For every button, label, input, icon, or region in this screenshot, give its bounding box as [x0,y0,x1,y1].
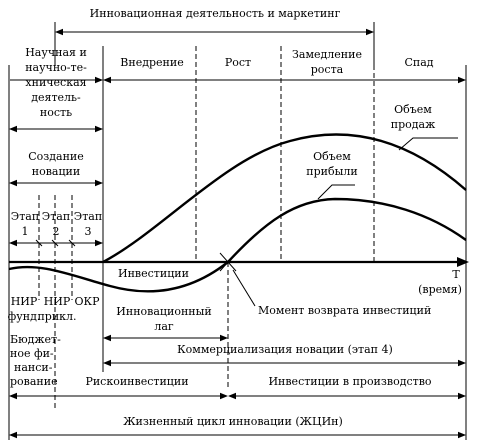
sales-label-line1: Объем [394,103,432,116]
phase-decline-label: Спад [404,56,434,69]
stage2-label: Этап [41,210,71,223]
budget-line2: ное фи- [10,347,54,360]
lag-line1: Инновационный [116,305,212,318]
payback-pointer-line [233,270,255,306]
phase-science-line2: научно-те- [25,61,87,74]
time-axis-sublabel: (время) [418,283,462,296]
top-span-label: Инновационная деятельность и маркетинг [89,7,341,20]
time-axis-arrowhead [457,257,469,267]
okr-label: ОКР [74,295,100,308]
production-investments-label: Инвестиции в производство [268,375,432,388]
nir-appl-line1: НИР [43,295,71,308]
investments-label: Инвестиции [118,267,189,280]
nir-fund-line2: фунд. [7,310,41,323]
phase-science-line4: деятель- [31,91,81,104]
phase-science-line5: ность [39,106,73,119]
profit-label-line2: прибыли [306,165,358,178]
stage1-label: Этап [10,210,40,223]
stage3-number: 3 [84,225,92,238]
sales-label-line2: продаж [390,118,436,131]
phase-science-line3: хническая [25,76,87,89]
budget-line1: Бюджет- [10,333,61,346]
commercialization-label: Коммерциализация новации (этап 4) [177,343,393,356]
payback-label: Момент возврата инвестиций [258,304,432,317]
phase-slowdown-line2: роста [310,63,344,76]
creation-line2: новации [31,165,81,178]
phase-intro-label: Внедрение [120,56,184,69]
budget-line3: нанси- [14,361,53,374]
profit-label-line1: Объем [313,150,351,163]
stage2-number: 2 [52,225,60,238]
risk-investments-label: Рискоинвестиции [85,375,189,388]
phase-science-line1: Научная и [25,46,87,59]
phase-growth-label: Рост [224,56,252,69]
nir-fund-line1: НИР [10,295,38,308]
nir-appl-line2: прикл. [37,310,77,323]
time-axis-label: Т [452,268,460,281]
sales-volume-curve [103,134,466,262]
stage1-number: 1 [21,225,29,238]
stage3-label: Этап [73,210,103,223]
sales-leader-line [399,138,458,150]
lifecycle-label: Жизненный цикл инновации (ЖЦИн) [123,415,343,428]
profit-volume-curve [228,199,466,262]
budget-line4: рование [10,375,58,388]
profit-leader-line [318,185,355,199]
lag-line2: лаг [154,320,174,333]
phase-slowdown-line1: Замедление [292,48,362,61]
creation-line1: Создание [28,150,84,163]
